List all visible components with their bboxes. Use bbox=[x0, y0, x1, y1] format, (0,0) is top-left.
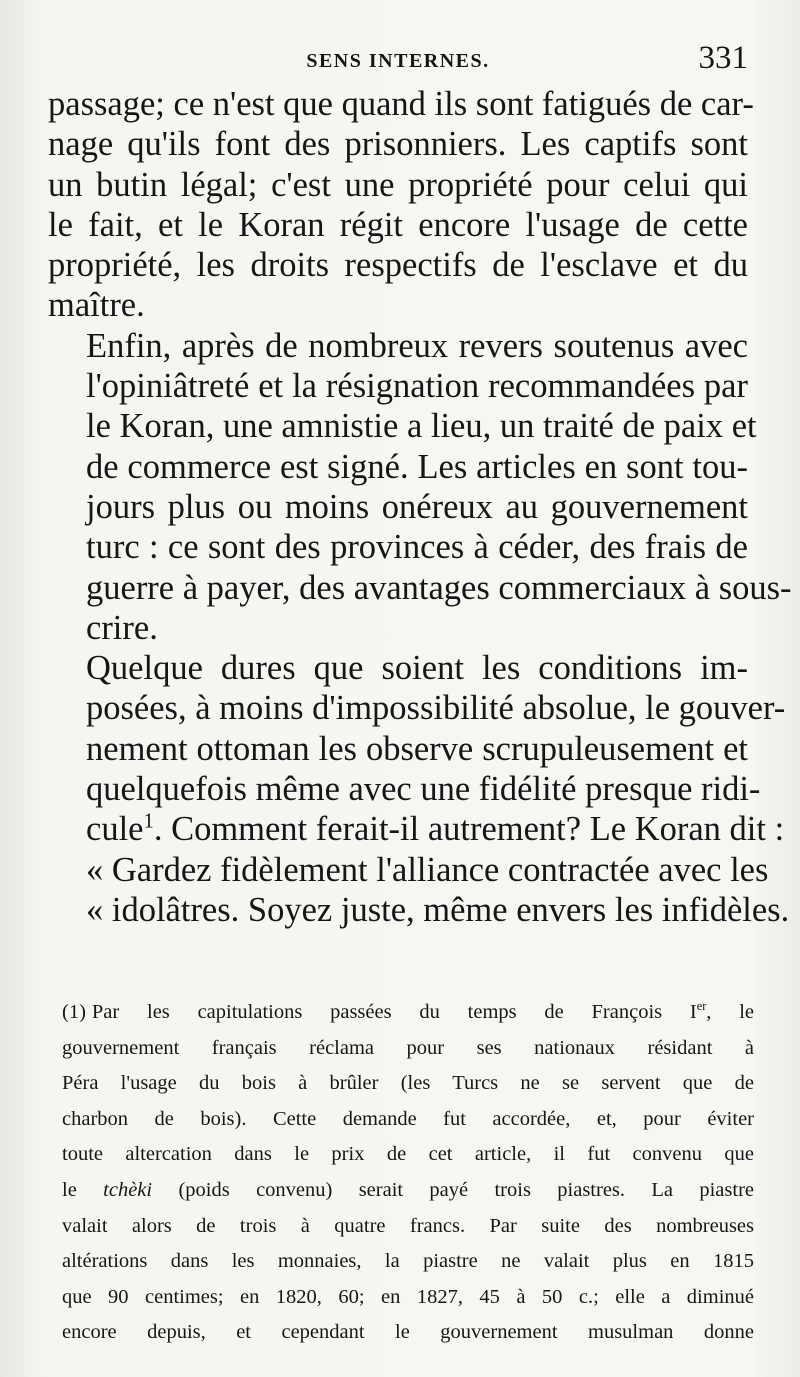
paragraph-3 bbox=[48, 648, 790, 930]
italic-term: tchèki bbox=[103, 1178, 153, 1201]
footnote-line: valait alors de trois à quatre francs. Par suite des nombreuses bbox=[62, 1214, 754, 1237]
text-line: « idolâtres. Soyez juste, même envers les infidèles. bbox=[86, 890, 790, 929]
main-text bbox=[48, 84, 792, 930]
footnote bbox=[62, 995, 754, 1351]
text-line: le fait, et le Koran régit encore l'usage de cette bbox=[48, 205, 748, 244]
text-fragment: cule bbox=[86, 810, 144, 849]
text-line bbox=[48, 809, 785, 849]
text-fragment: , le bbox=[706, 1001, 754, 1023]
text-line: Enfin, après de nombreux revers soutenus avec bbox=[86, 326, 748, 365]
page-header bbox=[48, 40, 748, 84]
text-line: posées, à moins d'impossibilité absolue, le gouver- bbox=[86, 689, 786, 728]
footnote-line: gouvernement français réclama pour ses nationaux résidant à bbox=[62, 1036, 754, 1059]
text-line: de commerce est signé. Les articles en sont tou- bbox=[86, 447, 748, 486]
text-line: « Gardez fidèlement l'alliance contractée avec les bbox=[86, 850, 769, 889]
superscript: er bbox=[696, 999, 707, 1014]
footnote-line: Péra l'usage du bois à brûler (les Turcs ne se servent que de bbox=[62, 1072, 754, 1095]
text-line: quelquefois même avec une fidélité presque ridi- bbox=[86, 770, 761, 809]
text-line: turc : ce sont des provinces à céder, des frais de bbox=[86, 528, 748, 567]
footnote-reference[interactable]: 1 bbox=[143, 810, 154, 833]
text-line: nage qu'ils font des prisonniers. Les captifs sont bbox=[48, 125, 748, 164]
text-line: nement ottoman les observe scrupuleusement et bbox=[86, 729, 748, 768]
paragraph-1 bbox=[48, 84, 754, 326]
footnote-line bbox=[62, 1173, 754, 1209]
text-line: passage; ce n'est que quand ils sont fatigués de car- bbox=[48, 85, 754, 123]
footnote-line: que 90 centimes; en 1820, 60; en 1827, 45 à 50 c.; elle a diminué bbox=[62, 1285, 754, 1308]
text-fragment: Par les capitulations passées du temps de François I bbox=[91, 1001, 697, 1023]
footnote-marker: (1) bbox=[62, 1001, 86, 1023]
running-title: SENS INTERNES. bbox=[306, 50, 490, 72]
footnote-line: charbon de bois). Cette demande fut accordée, et, pour éviter bbox=[62, 1107, 754, 1130]
footnote-line bbox=[62, 995, 754, 1031]
text-line: guerre à payer, des avantages commerciaux à sous- bbox=[86, 568, 792, 607]
page-number: 331 bbox=[698, 40, 748, 76]
footnote-line: encore depuis, et cependant le gouvernement musulman donne bbox=[62, 1321, 754, 1344]
text-fragment: (poids convenu) serait payé trois piastres. La piastre bbox=[152, 1178, 755, 1201]
text-line: propriété, les droits respectifs de l'esclave et du bbox=[48, 246, 748, 285]
paragraph-2 bbox=[48, 326, 792, 648]
footnote-line: toute altercation dans le prix de cet article, il fut convenu que bbox=[62, 1143, 754, 1166]
text-line: Quelque dures que soient les conditions im- bbox=[86, 649, 748, 688]
footnote-line: altérations dans les monnaies, la piastre ne valait plus en 1815 bbox=[62, 1250, 754, 1273]
text-line: le Koran, une amnistie a lieu, un traité de paix et bbox=[86, 407, 757, 446]
text-fragment: . Comment ferait-il autrement? Le Koran dit : bbox=[153, 810, 785, 849]
text-line: un butin légal; c'est une propriété pour celui qui bbox=[48, 165, 748, 204]
text-line: maître. bbox=[48, 286, 145, 325]
text-line: crire. bbox=[86, 608, 158, 647]
text-fragment: le bbox=[62, 1178, 104, 1201]
text-line: l'opiniâtreté et la résignation recommandées par bbox=[86, 367, 748, 406]
text-line: jours plus ou moins onéreux au gouvernement bbox=[86, 487, 748, 526]
